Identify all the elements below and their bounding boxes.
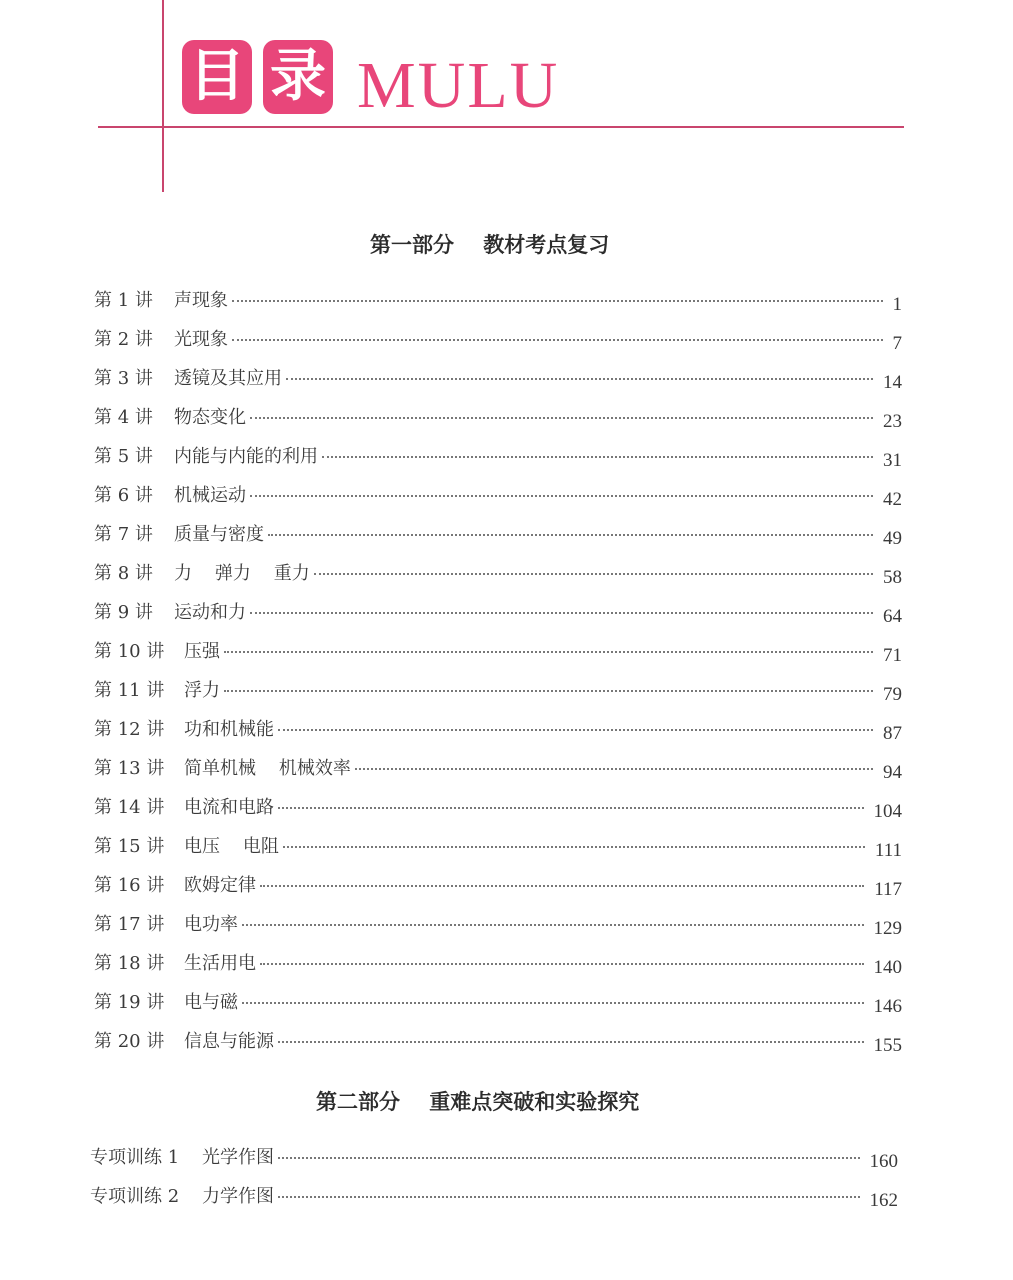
- page-number: 160: [869, 1151, 898, 1172]
- page-number: 42: [883, 489, 902, 510]
- entry-title: 光现象: [174, 329, 228, 350]
- dot-leader: [242, 924, 864, 926]
- lecture-number: 专项训练 1: [90, 1147, 180, 1168]
- toc-row-special-2[interactable]: [90, 1182, 898, 1212]
- toc-row-lecture-18[interactable]: [94, 949, 902, 979]
- toc-row-lecture-2[interactable]: [94, 325, 902, 355]
- dot-leader: [250, 495, 873, 497]
- dot-leader: [355, 768, 873, 770]
- page-number: 14: [883, 372, 902, 393]
- dot-leader: [250, 612, 873, 614]
- dot-leader: [278, 1041, 864, 1043]
- lecture-number: 第 9 讲: [94, 602, 153, 623]
- entry-title: 机械运动: [174, 485, 246, 506]
- toc-row-lecture-14[interactable]: [94, 793, 902, 823]
- page-number: 146: [873, 996, 902, 1017]
- entry-title: 功和机械能: [184, 719, 274, 740]
- dot-leader: [224, 651, 873, 653]
- page-number: 58: [883, 567, 902, 588]
- toc-row-lecture-1[interactable]: [94, 286, 902, 316]
- page-number: 23: [883, 411, 902, 432]
- page-number: 155: [873, 1035, 902, 1056]
- entry-title: 光学作图: [202, 1147, 274, 1168]
- lecture-number: 第 20 讲: [94, 1031, 165, 1052]
- lecture-number: 第 16 讲: [94, 875, 165, 896]
- page-number: 104: [873, 801, 902, 822]
- title-latin: MULU: [357, 49, 560, 122]
- lecture-number: 第 6 讲: [94, 485, 153, 506]
- toc-row-lecture-4[interactable]: [94, 403, 902, 433]
- toc-row-lecture-13[interactable]: [94, 754, 902, 784]
- page-number: 71: [883, 645, 902, 666]
- lecture-number: 第 18 讲: [94, 953, 165, 974]
- header-vertical-rule: [162, 0, 164, 192]
- toc-row-lecture-5[interactable]: [94, 442, 902, 472]
- dot-leader: [283, 846, 865, 848]
- toc-row-lecture-3[interactable]: [94, 364, 902, 394]
- toc-row-lecture-6[interactable]: [94, 481, 902, 511]
- page-number: 31: [883, 450, 902, 471]
- toc-row-lecture-19[interactable]: [94, 988, 902, 1018]
- lecture-number: 第 7 讲: [94, 524, 153, 545]
- title-tile-lu: 录: [263, 40, 333, 114]
- entry-title: 电流和电路: [184, 797, 274, 818]
- dot-leader: [278, 729, 873, 731]
- entry-title: 力学作图: [202, 1186, 274, 1207]
- lecture-number: 第 5 讲: [94, 446, 153, 467]
- lecture-number: 第 13 讲: [94, 758, 165, 779]
- entry-title: 浮力: [184, 680, 220, 701]
- lecture-number: 第 10 讲: [94, 641, 165, 662]
- entry-title: 内能与内能的利用: [174, 446, 318, 467]
- dot-leader: [260, 885, 864, 887]
- header-horizontal-rule: [98, 126, 904, 128]
- page-number: 49: [883, 528, 902, 549]
- dot-leader: [242, 1002, 864, 1004]
- entry-title: 生活用电: [184, 953, 256, 974]
- dot-leader: [232, 300, 883, 302]
- lecture-number: 第 4 讲: [94, 407, 153, 428]
- lecture-number: 第 17 讲: [94, 914, 165, 935]
- entry-title: 电压 电阻: [184, 836, 279, 857]
- dot-leader: [278, 1196, 860, 1198]
- toc-row-lecture-12[interactable]: [94, 715, 902, 745]
- dot-leader: [278, 1157, 860, 1159]
- dot-leader: [322, 456, 873, 458]
- entry-title: 电功率: [184, 914, 238, 935]
- dot-leader: [232, 339, 883, 341]
- entry-title: 质量与密度: [174, 524, 264, 545]
- toc-row-lecture-20[interactable]: [94, 1027, 902, 1057]
- lecture-number: 第 15 讲: [94, 836, 165, 857]
- part-2-heading: 第二部分 重难点突破和实验探究: [316, 1090, 640, 1114]
- toc-row-lecture-15[interactable]: [94, 832, 902, 862]
- page-number: 117: [874, 879, 902, 900]
- entry-title: 压强: [184, 641, 220, 662]
- entry-title: 力 弹力 重力: [174, 563, 310, 584]
- entry-title: 声现象: [174, 290, 228, 311]
- lecture-number: 第 1 讲: [94, 290, 153, 311]
- toc-row-lecture-16[interactable]: [94, 871, 902, 901]
- lecture-number: 第 11 讲: [94, 680, 165, 701]
- lecture-number: 第 8 讲: [94, 563, 153, 584]
- page-number: 7: [892, 333, 902, 354]
- entry-title: 透镜及其应用: [174, 368, 282, 389]
- page-number: 129: [873, 918, 902, 939]
- page-number: 140: [873, 957, 902, 978]
- dot-leader: [286, 378, 873, 380]
- toc-row-lecture-10[interactable]: [94, 637, 902, 667]
- entry-title: 简单机械 机械效率: [184, 758, 351, 779]
- lecture-number: 第 19 讲: [94, 992, 165, 1013]
- toc-row-lecture-17[interactable]: [94, 910, 902, 940]
- toc-row-lecture-11[interactable]: [94, 676, 902, 706]
- dot-leader: [268, 534, 873, 536]
- dot-leader: [224, 690, 873, 692]
- page-number: 87: [883, 723, 902, 744]
- toc-row-special-1[interactable]: [90, 1143, 898, 1173]
- page-number: 111: [874, 840, 902, 861]
- page-number: 162: [869, 1190, 898, 1211]
- title-tile-mu: 目: [182, 40, 252, 114]
- lecture-number: 第 2 讲: [94, 329, 153, 350]
- page-number: 1: [892, 294, 902, 315]
- toc-row-lecture-7[interactable]: [94, 520, 902, 550]
- lecture-number: 第 3 讲: [94, 368, 153, 389]
- dot-leader: [314, 573, 873, 575]
- entry-title: 信息与能源: [184, 1031, 274, 1052]
- lecture-number: 第 14 讲: [94, 797, 165, 818]
- entry-title: 电与磁: [184, 992, 238, 1013]
- page-number: 79: [883, 684, 902, 705]
- dot-leader: [260, 963, 864, 965]
- part-1-heading: 第一部分 教材考点复习: [370, 233, 610, 257]
- page-number: 64: [883, 606, 902, 627]
- entry-title: 欧姆定律: [184, 875, 256, 896]
- lecture-number: 第 12 讲: [94, 719, 165, 740]
- toc-row-lecture-9[interactable]: [94, 598, 902, 628]
- dot-leader: [278, 807, 864, 809]
- entry-title: 运动和力: [174, 602, 246, 623]
- lecture-number: 专项训练 2: [90, 1186, 180, 1207]
- page-number: 94: [883, 762, 902, 783]
- entry-title: 物态变化: [174, 407, 246, 428]
- dot-leader: [250, 417, 873, 419]
- toc-row-lecture-8[interactable]: [94, 559, 902, 589]
